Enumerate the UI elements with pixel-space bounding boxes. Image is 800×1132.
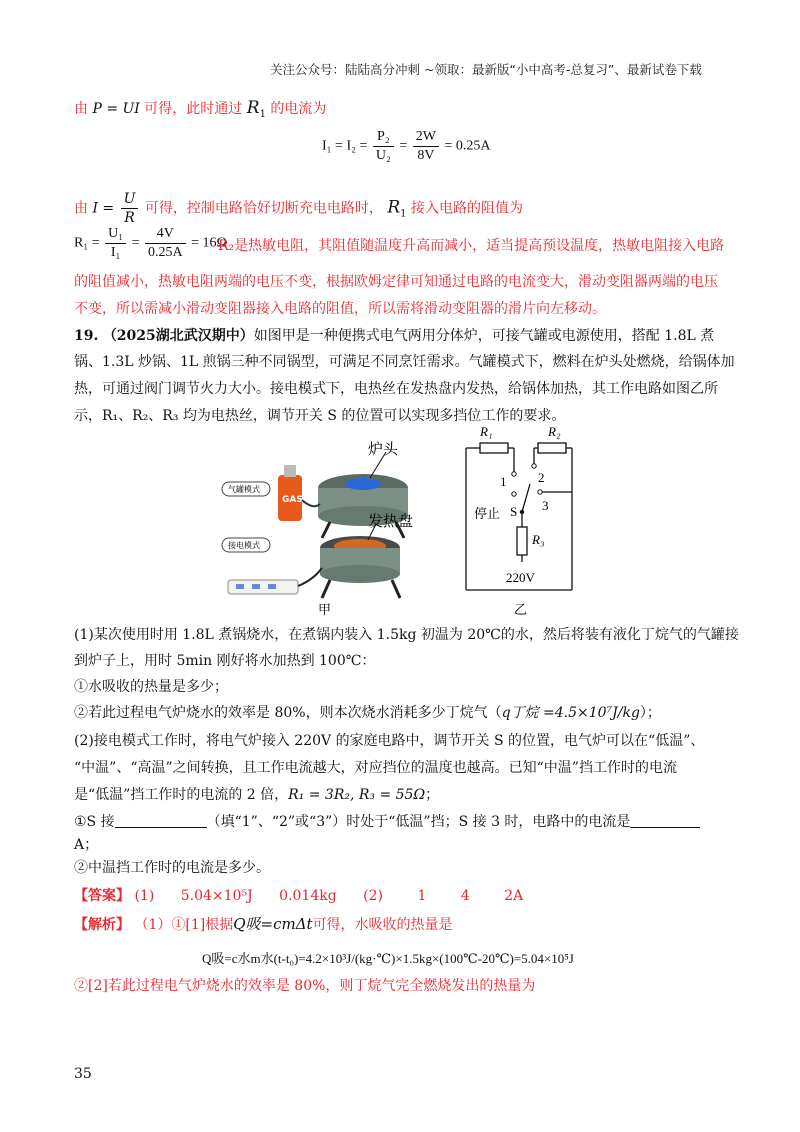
- equation-r1: [74, 225, 227, 262]
- text: 由: [74, 101, 88, 117]
- contact-1: [512, 472, 516, 476]
- analysis-equation: Q吸=c水m水(t-t₀)=4.2×10³J/(kg·℃)×1.5kg×(100℃-20℃)=5.04×10⁵J: [202, 951, 574, 966]
- answer-line: [74, 886, 523, 906]
- leg: [322, 522, 330, 538]
- explain-line-3: 不变，所以需减小滑动变阻器接入电路的阻值，所以需将滑动变阻器的滑片向左移动。: [74, 301, 606, 317]
- question-19-line-2: 锅、1.3L 炒锅、1L 煎锅三种不同锅型，可满足不同烹饪需求。气罐模式下，燃料在炉头处燃烧，给锅体加: [74, 354, 735, 370]
- gas-hose: [302, 500, 320, 506]
- analysis-label: 【解析】: [74, 917, 130, 933]
- fraction: [413, 128, 439, 165]
- eq-left: R₁ =: [74, 235, 100, 251]
- answer-part: (2): [363, 888, 383, 904]
- part2-question-1-unit: A；: [74, 837, 99, 853]
- formula-i: I =: [92, 200, 115, 217]
- text: 可得，此时通过: [144, 101, 243, 117]
- denominator: 0.25A: [148, 245, 183, 260]
- part1-question-2: [74, 703, 661, 723]
- answer-value: 5.04×10⁵J: [180, 888, 253, 904]
- answer-value: 1: [417, 888, 427, 904]
- label-contact-2: 2: [538, 470, 545, 485]
- gas-label: GAS: [282, 495, 303, 505]
- gas-can-valve: [284, 465, 296, 477]
- answer-value: 0.014kg: [279, 888, 337, 904]
- resistor-r2: [538, 443, 566, 453]
- numerator: P₂: [373, 128, 394, 147]
- subscript: 1: [259, 108, 266, 120]
- leg: [322, 580, 330, 598]
- eq-result: = 16Ω: [191, 235, 227, 251]
- equals: =: [131, 235, 140, 251]
- eq-left: I₁ = I₂ =: [322, 138, 368, 154]
- leg: [392, 580, 400, 598]
- question-number: 19.: [74, 328, 99, 344]
- label-r3: R₃: [532, 532, 545, 547]
- text: 的电流为: [270, 101, 327, 117]
- text: 是“低温”挡工作时的电流的 2 倍，: [74, 787, 289, 803]
- numerator: U: [121, 190, 139, 209]
- answer-label: 【答案】: [74, 888, 130, 904]
- label-switch-s: S: [510, 504, 518, 519]
- switch-pivot: [520, 510, 524, 514]
- part2-line-1: (2)接电模式工作时，将电气炉接入 220V 的家庭电路中，调节开关 S 的位置，电气炉可以在“低温”、: [74, 733, 705, 749]
- numerator: 4V: [145, 225, 186, 244]
- burner-label: 炉头: [368, 440, 399, 458]
- label-contact-3: 3: [542, 498, 549, 513]
- contact-2: [532, 464, 536, 468]
- socket: [252, 584, 260, 589]
- solution-line-power: [74, 98, 326, 125]
- fraction: [121, 190, 139, 227]
- explain-line-1: R₂是热敏电阻，其阻值随温度升高而减小，适当提高预设温度，热敏电阻接入电路: [218, 238, 725, 254]
- figure-yi-caption: 乙: [514, 603, 528, 618]
- text: 如图甲是一种便携式电气两用分体炉，可接气罐或电源使用，搭配 1.8L 煮: [253, 328, 715, 344]
- question-source: （2025湖北武汉期中）: [102, 328, 254, 344]
- analysis-line-2: ②[2]若此过程电气炉烧水的效率是 80%，则丁烷气完全燃烧发出的热量为: [74, 978, 536, 994]
- text: （1）①[1]根据: [134, 917, 234, 933]
- label-r2: R₂: [548, 424, 561, 439]
- text: ；: [425, 787, 440, 803]
- question-19-line-3: 热，可通过阀门调节火力大小。接电模式下，电热丝在发热盘内发热，给锅体加热，其工作电路如图乙所: [74, 381, 718, 397]
- part1-question-1: ①水吸收的热量是多少；: [74, 679, 228, 695]
- eq-result: = 0.25A: [444, 138, 491, 154]
- text: （填“1”、“2”或“3”）时处于“低温”挡；S 接 3 时，电路中的电流是: [206, 814, 631, 830]
- answer-blank-2[interactable]: [630, 813, 700, 828]
- text: 可得，水吸收的热量是: [312, 917, 453, 933]
- socket: [236, 584, 244, 589]
- var-r: R: [387, 197, 401, 218]
- fraction: [105, 225, 126, 262]
- contact-3: [538, 490, 542, 494]
- socket: [268, 584, 276, 589]
- figure-yi-circuit: [452, 422, 592, 620]
- answer-value: 2A: [504, 888, 524, 904]
- question-19-line-1: [74, 326, 714, 346]
- plate-label: 发热盘: [368, 512, 414, 530]
- denominator: 8V: [417, 148, 435, 163]
- fraction: [145, 225, 186, 262]
- denominator: I₁: [110, 245, 121, 260]
- elec-mode-label: 接电模式: [228, 541, 260, 550]
- figure-jia-caption: 甲: [318, 603, 332, 618]
- power-cord: [298, 568, 322, 586]
- explain-line-2: 的阻值减小，热敏电阻两端的电压不变，根据欧姆定律可知通过电路的电流变大，滑动变阻器两端的电压: [74, 274, 718, 290]
- flame: [345, 478, 381, 490]
- part2-line-2: “中温”、“高温”之间转换，且工作电流越大，对应挡位的温度也越高。已知“中温”挡工作时的电流: [74, 760, 677, 776]
- part2-question-2: ②中温挡工作时的电流是多少。: [74, 860, 270, 876]
- resistor-r3: [517, 527, 527, 555]
- figure-jia: [218, 440, 428, 620]
- contact-stop: [512, 492, 516, 496]
- label-r1: R₁: [480, 424, 493, 439]
- text: ①S 接: [74, 814, 115, 830]
- part1-line-1: (1)某次使用时用 1.8L 煮锅烧水，在煮锅内装入 1.5kg 初温为 20℃的水，然后将装有液化丁烷气的气罐接: [74, 627, 739, 643]
- answer-blank-1[interactable]: [115, 813, 207, 828]
- equation-current: [322, 128, 491, 165]
- denominator: R: [124, 210, 135, 226]
- equals: =: [399, 138, 408, 154]
- question-19-line-4: 示，R₁、R₂、R₃ 均为电热丝，调节开关 S 的位置可以实现多挡位工作的要求。: [74, 408, 566, 424]
- answer-value: 4: [460, 888, 470, 904]
- solution-line-resistance: [74, 190, 523, 227]
- text: 可得，控制电路恰好切断充电电路时，: [144, 200, 383, 217]
- gas-mode-label: 气罐模式: [228, 485, 260, 494]
- text: 由: [74, 200, 88, 217]
- part2-line-3: [74, 785, 439, 805]
- formula-heat-value: q丁烷 =4.5×10⁷J/kg: [501, 705, 640, 721]
- fraction: [373, 128, 394, 165]
- analysis-line-1: [74, 914, 453, 935]
- switch-blade: [522, 484, 530, 512]
- denominator: U₂: [375, 148, 391, 163]
- subscript: 1: [400, 208, 407, 220]
- stove-illustration: [218, 440, 428, 620]
- part2-question-1: [74, 812, 700, 832]
- text: ）；: [639, 705, 661, 721]
- text: 接入电路的阻值为: [410, 200, 523, 217]
- formula-resistances: R₁ = 3R₂, R₃ = 55Ω: [288, 787, 426, 803]
- formula-q-cmt: Q吸=cmΔt: [233, 915, 313, 933]
- page-header: 关注公众号：陆陆高分冲刺 ~领取：最新版“小中高考-总复习”、最新试卷下载: [270, 62, 702, 77]
- text: ②若此过程电气炉烧水的效率是 80%，则本次烧水消耗多少丁烷气（: [74, 705, 502, 721]
- page-number: 35: [74, 1066, 92, 1082]
- formula-p-ui: P = UI: [92, 101, 140, 117]
- label-stop: 停止: [474, 507, 501, 522]
- part1-line-2: 到炉子上，用时 5min 刚好将水加热到 100℃：: [74, 653, 376, 669]
- numerator: U₁: [105, 225, 126, 244]
- circuit-diagram: [452, 422, 592, 620]
- var-r: R: [246, 98, 260, 118]
- resistor-r1: [480, 443, 508, 453]
- answer-part: (1): [134, 888, 155, 904]
- label-voltage: 220V: [506, 570, 535, 585]
- numerator: 2W: [413, 128, 439, 147]
- lower-stove-base: [320, 565, 400, 583]
- label-contact-1: 1: [500, 474, 507, 489]
